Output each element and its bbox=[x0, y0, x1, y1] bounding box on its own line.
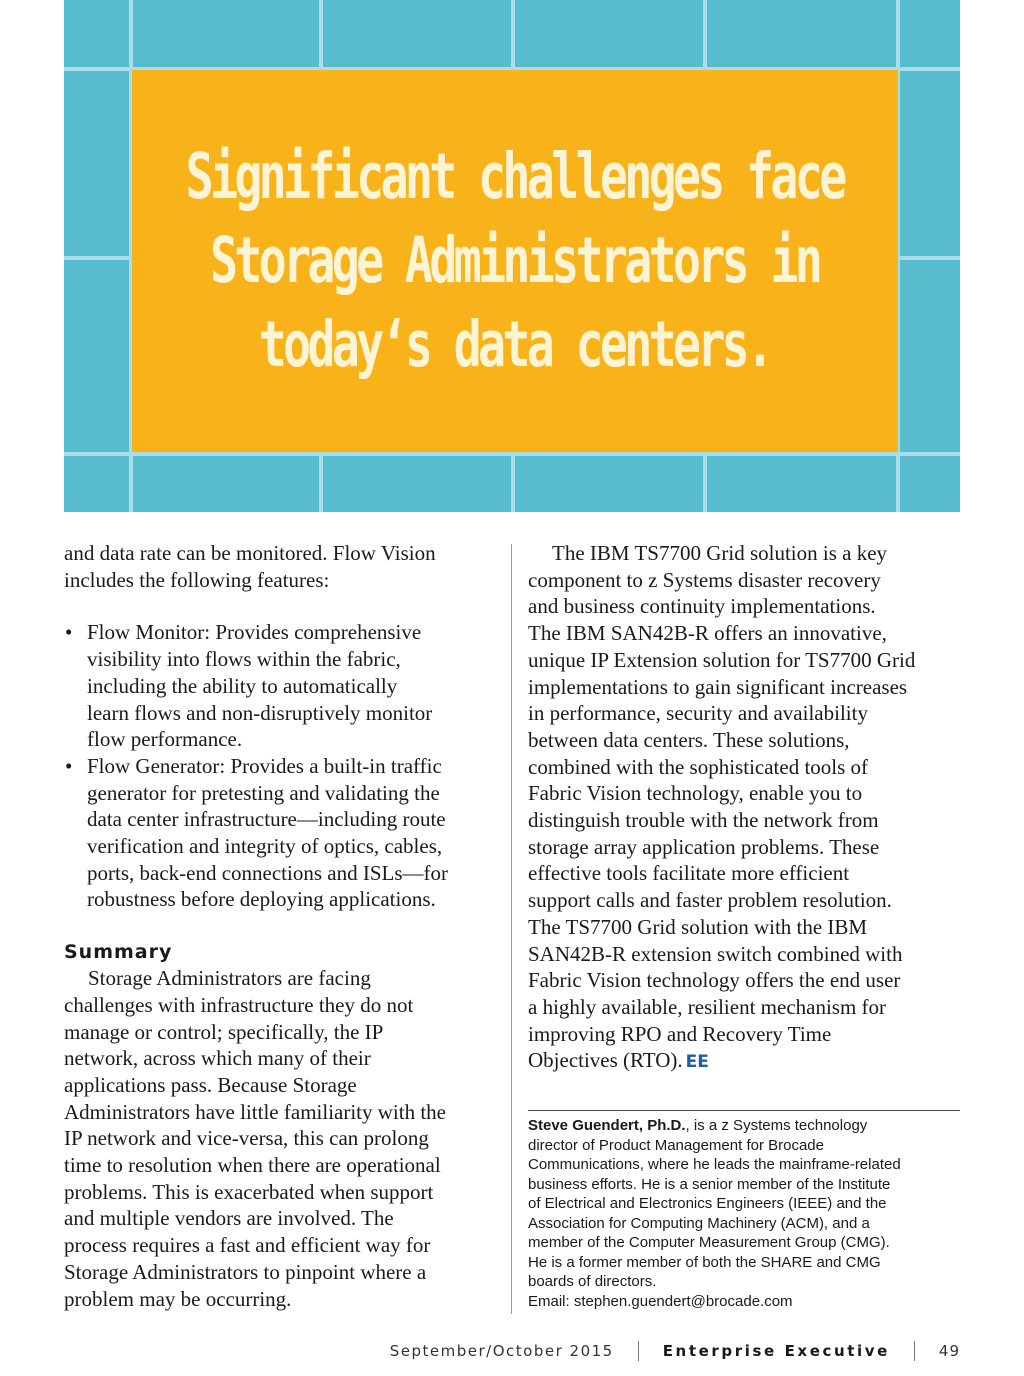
body-paragraph bbox=[528, 540, 960, 1076]
bio-paragraph bbox=[528, 1116, 960, 1311]
text-line: component to z Systems disaster recovery bbox=[528, 567, 881, 592]
text-line: improving RPO and Recovery Time bbox=[528, 1021, 832, 1046]
text-line: Flow Monitor: Provides comprehensive bbox=[87, 620, 422, 645]
text-line: of Electrical and Electronics Engineers (IEEE) and the bbox=[528, 1195, 887, 1212]
text-line: director of Product Management for Brocade bbox=[528, 1136, 824, 1154]
text-line: boards of directors. bbox=[528, 1273, 657, 1290]
text-line: The TS7700 Grid solution with the IBM bbox=[528, 914, 868, 939]
headline-line: Significant challenges face bbox=[186, 140, 844, 213]
text-line: including the ability to automatically bbox=[87, 673, 398, 698]
text-line: problem may be occurring. bbox=[64, 1286, 292, 1311]
magazine-title: Enterprise Executive bbox=[662, 1342, 890, 1360]
hero-banner bbox=[64, 0, 960, 512]
text-line: support calls and faster problem resolution. bbox=[528, 888, 892, 913]
text-line: , is a z Systems technology bbox=[685, 1117, 868, 1134]
text-line: a highly available, resilient mechanism for bbox=[528, 994, 887, 1019]
bullet-icon: • bbox=[65, 620, 73, 645]
left-column bbox=[64, 540, 496, 1312]
text-line: problems. This is exacerbated when support bbox=[64, 1179, 434, 1204]
text-line: robustness before deploying applications. bbox=[87, 887, 436, 912]
list-item bbox=[64, 753, 496, 913]
text-line: network, across which many of their bbox=[64, 1046, 371, 1071]
end-mark-icon: EE bbox=[685, 1052, 709, 1073]
column-divider bbox=[511, 544, 512, 1314]
issue-date: September/October 2015 bbox=[389, 1342, 614, 1360]
right-column bbox=[528, 540, 960, 1076]
text-line: Association for Computing Machinery (ACM), and a bbox=[528, 1214, 870, 1232]
text-line: effective tools facilitate more efficient bbox=[528, 861, 850, 886]
intro-paragraph bbox=[64, 540, 496, 593]
text-line: storage array application problems. These bbox=[528, 834, 880, 859]
bullet-icon: • bbox=[65, 753, 73, 778]
text-line: and data rate can be monitored. Flow Vision bbox=[64, 541, 436, 565]
headline-line: today‘s data centers. bbox=[259, 308, 771, 381]
page-footer bbox=[0, 1341, 960, 1361]
text-line: and business continuity implementations. bbox=[528, 594, 876, 619]
summary-paragraph bbox=[64, 965, 496, 1312]
text-line: Communications, where he leads the mainframe-related bbox=[528, 1156, 901, 1173]
page-number: 49 bbox=[938, 1342, 960, 1360]
text-line: Fabric Vision technology, enable you to bbox=[528, 781, 863, 806]
text-line: He is a former member of both the SHARE and CMG bbox=[528, 1253, 881, 1271]
text-line: business efforts. He is a senior member of the Institute bbox=[528, 1175, 891, 1193]
text-line: between data centers. These solutions, bbox=[528, 727, 850, 752]
text-line: Storage Administrators are facing bbox=[88, 966, 371, 991]
bio-divider bbox=[528, 1110, 960, 1111]
text-line: generator for pretesting and validating the bbox=[87, 780, 440, 805]
text-line: time to resolution when there are operational bbox=[64, 1153, 441, 1178]
footer-separator bbox=[914, 1341, 915, 1361]
headline bbox=[186, 135, 844, 387]
text-line: Fabric Vision technology offers the end user bbox=[528, 968, 901, 993]
author-name: Steve Guendert, Ph.D. bbox=[528, 1117, 686, 1134]
text-line: Objectives (RTO). bbox=[528, 1048, 683, 1073]
text-line: ports, back-end connections and ISLs—for bbox=[87, 860, 448, 885]
text-line: in performance, security and availability bbox=[528, 701, 868, 726]
text-line: applications pass. Because Storage bbox=[64, 1072, 357, 1097]
headline-panel bbox=[132, 70, 898, 452]
text-line: Flow Generator: Provides a built-in traffic bbox=[87, 753, 442, 778]
text-line: data center infrastructure—including route bbox=[87, 807, 446, 832]
text-line: combined with the sophisticated tools of bbox=[528, 754, 869, 779]
text-line: flow performance. bbox=[87, 727, 243, 752]
text-line: Administrators have little familiarity with the bbox=[64, 1099, 446, 1124]
feature-list bbox=[64, 619, 496, 913]
text-line: The IBM TS7700 Grid solution is a key bbox=[552, 541, 888, 565]
summary-heading: Summary bbox=[64, 941, 173, 964]
text-line: learn flows and non-disruptively monitor bbox=[87, 700, 433, 725]
author-email: Email: stephen.guendert@brocade.com bbox=[528, 1292, 793, 1310]
text-line: The IBM SAN42B-R offers an innovative, bbox=[528, 621, 887, 646]
text-line: distinguish trouble with the network from bbox=[528, 808, 879, 833]
text-line: includes the following features: bbox=[64, 567, 330, 592]
text-line: manage or control; specifically, the IP bbox=[64, 1019, 384, 1044]
text-line: and multiple vendors are involved. The bbox=[64, 1206, 394, 1231]
author-bio bbox=[528, 1116, 960, 1311]
text-line: member of the Computer Measurement Group (CMG). bbox=[528, 1234, 890, 1251]
text-line: visibility into flows within the fabric, bbox=[87, 647, 401, 672]
text-line: Storage Administrators to pinpoint where a bbox=[64, 1259, 427, 1284]
text-line: challenges with infrastructure they do not bbox=[64, 992, 414, 1017]
list-item bbox=[64, 619, 496, 753]
footer-separator bbox=[638, 1341, 639, 1361]
text-line: implementations to gain significant increases bbox=[528, 674, 908, 699]
text-line: SAN42B-R extension switch combined with bbox=[528, 941, 903, 966]
text-line: IP network and vice-versa, this can prolong bbox=[64, 1126, 429, 1151]
headline-line: Storage Administrators in bbox=[210, 224, 820, 297]
text-line: unique IP Extension solution for TS7700 Grid bbox=[528, 647, 916, 672]
text-line: process requires a fast and efficient way for bbox=[64, 1233, 431, 1258]
text-line: verification and integrity of optics, cables, bbox=[87, 834, 443, 859]
